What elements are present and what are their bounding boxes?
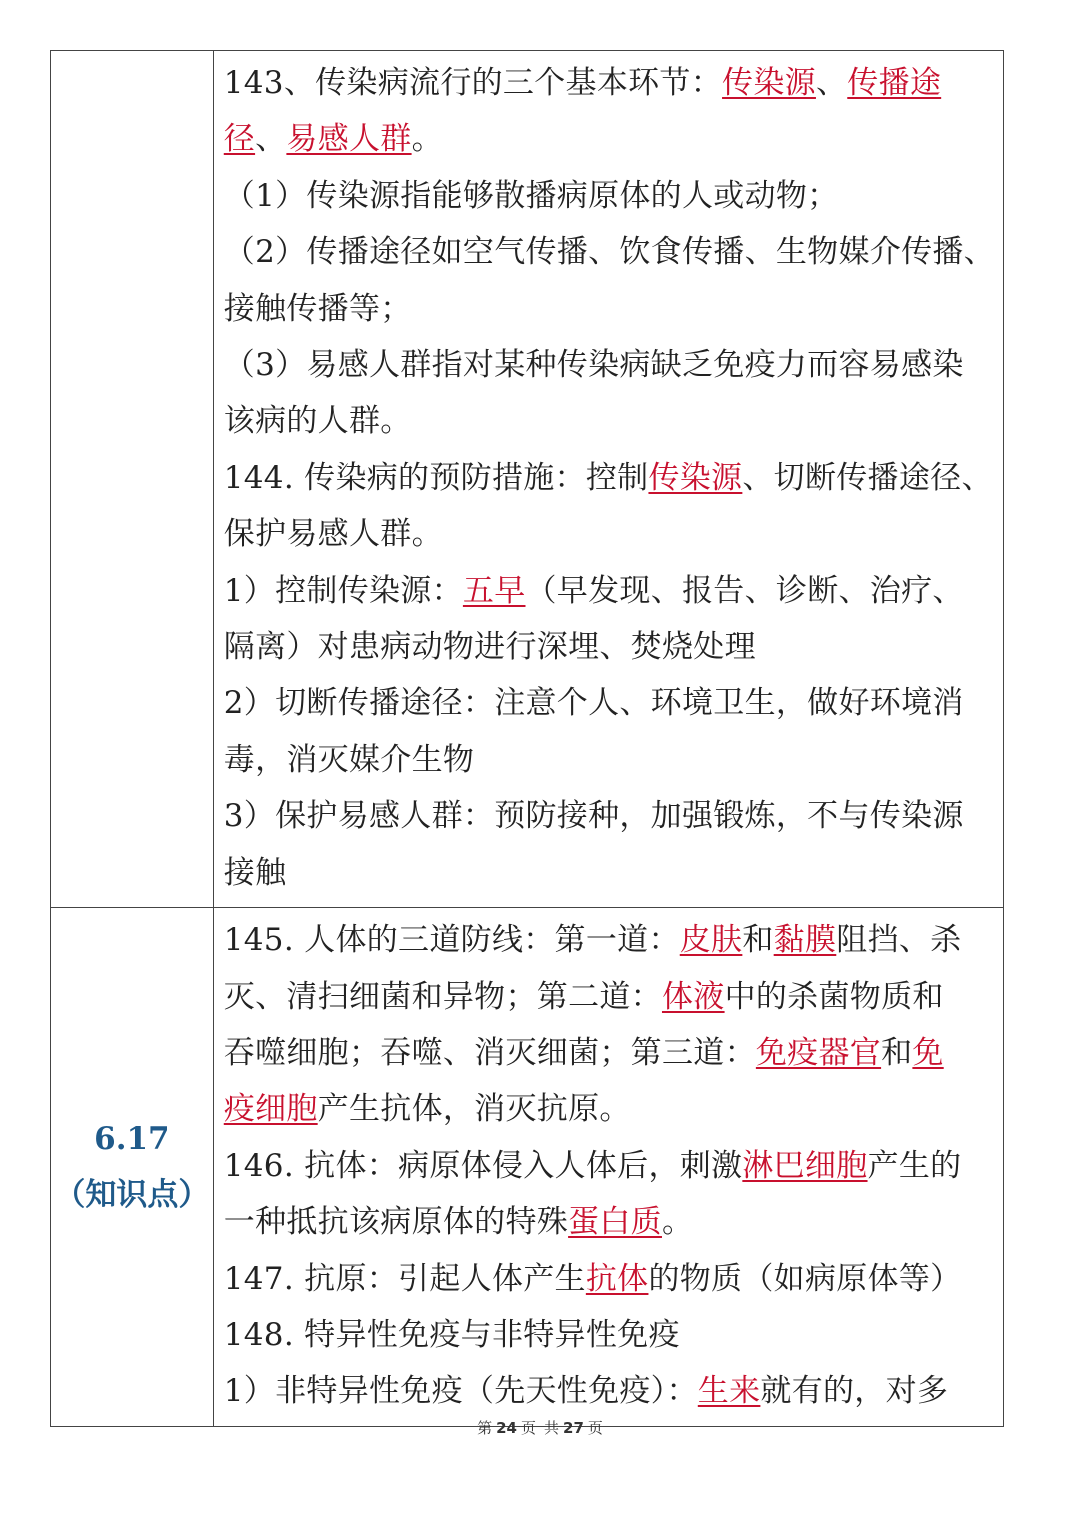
highlighted-term: 传播途 bbox=[847, 65, 942, 101]
text-line bbox=[224, 1081, 995, 1137]
text-segment: 1）控制传染源： bbox=[223, 572, 463, 609]
date-label: 6.17 bbox=[94, 1120, 170, 1157]
text-line bbox=[224, 393, 995, 449]
footer-label: 共 bbox=[544, 1419, 560, 1437]
text-line bbox=[224, 1025, 995, 1081]
footer-label: 页 bbox=[587, 1419, 603, 1437]
text-line bbox=[224, 1138, 995, 1194]
text-segment: 、 bbox=[815, 65, 848, 101]
text-line bbox=[224, 337, 995, 393]
highlighted-term: 蛋白质 bbox=[568, 1204, 662, 1241]
text-segment: 产生抗体，消灭抗原。 bbox=[317, 1091, 631, 1128]
highlighted-term: 径 bbox=[223, 121, 256, 158]
text-line bbox=[224, 619, 995, 675]
highlighted-term: 五早 bbox=[462, 572, 526, 609]
highlighted-term: 疫细胞 bbox=[223, 1091, 318, 1128]
text-line bbox=[224, 1307, 995, 1363]
text-segment: 、切断传播途径、 bbox=[742, 459, 993, 496]
text-line bbox=[224, 732, 995, 788]
highlighted-term: 皮肤 bbox=[679, 922, 743, 959]
text-line bbox=[224, 111, 995, 167]
current-page-number: 24 bbox=[496, 1419, 517, 1437]
text-line bbox=[224, 1363, 995, 1419]
highlighted-term: 易感人群 bbox=[286, 121, 412, 158]
text-line bbox=[224, 450, 995, 506]
text-line bbox=[224, 224, 995, 280]
highlighted-term: 生来 bbox=[697, 1373, 761, 1410]
text-segment: 灭、清扫细菌和异物；第二道： bbox=[223, 978, 662, 1015]
text-segment: 就有的，对多 bbox=[760, 1373, 949, 1410]
text-segment: 的物质（如病原体等） bbox=[648, 1260, 962, 1297]
content-cell bbox=[213, 51, 1003, 908]
text-line bbox=[224, 506, 995, 562]
text-line bbox=[224, 788, 995, 844]
table-row bbox=[51, 51, 1004, 908]
footer-label: 第 bbox=[477, 1419, 493, 1437]
content-lines bbox=[224, 912, 995, 1420]
text-segment: 吞噬细胞；吞噬、消灭细菌；第三道： bbox=[223, 1034, 756, 1071]
page-footer bbox=[0, 1417, 1080, 1438]
text-segment: 该病的人群。 bbox=[223, 403, 412, 440]
highlighted-term: 免疫器官 bbox=[755, 1034, 882, 1071]
highlighted-term: 体液 bbox=[661, 978, 725, 1015]
date-cell bbox=[51, 908, 214, 1427]
date-sublabel: （知识点） bbox=[54, 1176, 210, 1213]
text-segment: 3）保护易感人群：预防接种，加强锻炼，不与传染源 bbox=[223, 798, 964, 835]
text-line bbox=[224, 1251, 995, 1307]
text-segment: 和 bbox=[742, 922, 774, 959]
text-line bbox=[224, 281, 995, 337]
text-segment: （2）传播途径如空气传播、饮食传播、生物媒介传播、 bbox=[223, 234, 995, 271]
highlighted-term: 传染源 bbox=[722, 65, 816, 101]
text-segment: 中的杀菌物质和 bbox=[724, 978, 944, 1015]
text-segment: 144. 传染病的预防措施：控制 bbox=[223, 459, 649, 496]
text-line bbox=[224, 912, 995, 968]
text-line bbox=[224, 845, 995, 901]
text-segment: 。 bbox=[411, 121, 443, 158]
text-segment: 接触 bbox=[223, 854, 287, 891]
highlighted-term: 免 bbox=[912, 1034, 944, 1071]
text-segment: （1）传染源指能够散播病原体的人或动物； bbox=[223, 177, 839, 214]
highlighted-term: 黏膜 bbox=[773, 922, 837, 959]
date-cell bbox=[51, 51, 214, 908]
text-segment: （早发现、报告、诊断、治疗、 bbox=[525, 572, 964, 609]
text-line bbox=[224, 969, 995, 1025]
text-line bbox=[224, 675, 995, 731]
notes-table bbox=[50, 50, 1004, 1427]
text-segment: 和 bbox=[881, 1034, 913, 1071]
text-segment: （3）易感人群指对某种传染病缺乏免疫力而容易感染 bbox=[223, 347, 964, 384]
text-line bbox=[224, 55, 995, 111]
text-segment: 148. 特异性免疫与非特异性免疫 bbox=[223, 1316, 680, 1353]
text-segment: 毒，消灭媒介生物 bbox=[223, 741, 475, 778]
text-segment: 阻挡、杀 bbox=[836, 922, 962, 959]
text-line bbox=[224, 1194, 995, 1250]
text-segment: 145. 人体的三道防线：第一道： bbox=[223, 922, 680, 959]
highlighted-term: 淋巴细胞 bbox=[742, 1147, 868, 1184]
text-segment: 。 bbox=[661, 1204, 694, 1241]
text-segment: 产生的 bbox=[867, 1147, 962, 1184]
text-segment: 接触传播等； bbox=[223, 290, 412, 327]
text-line bbox=[224, 168, 995, 224]
text-segment: 保护易感人群。 bbox=[223, 516, 443, 553]
text-segment: 、 bbox=[255, 121, 287, 158]
text-segment: 147. 抗原：引起人体产生 bbox=[223, 1260, 586, 1297]
table-row bbox=[51, 908, 1004, 1427]
text-segment: 1）非特异性免疫（先天性免疫）： bbox=[223, 1373, 698, 1410]
highlighted-term: 抗体 bbox=[585, 1260, 649, 1297]
content-cell bbox=[213, 908, 1003, 1427]
text-segment: 隔离）对患病动物进行深埋、焚烧处理 bbox=[223, 629, 756, 666]
text-line bbox=[224, 563, 995, 619]
footer-label: 页 bbox=[520, 1419, 536, 1437]
highlighted-term: 传染源 bbox=[648, 459, 743, 496]
text-segment: 143、传染病流行的三个基本环节： bbox=[223, 65, 723, 101]
text-segment: 146. 抗体：病原体侵入人体后，刺激 bbox=[223, 1147, 743, 1184]
total-pages-number: 27 bbox=[563, 1419, 584, 1437]
text-segment: 2）切断传播途径：注意个人、环境卫生，做好环境消 bbox=[223, 685, 964, 722]
content-lines bbox=[224, 55, 995, 901]
text-segment: 一种抵抗该病原体的特殊 bbox=[223, 1204, 569, 1241]
